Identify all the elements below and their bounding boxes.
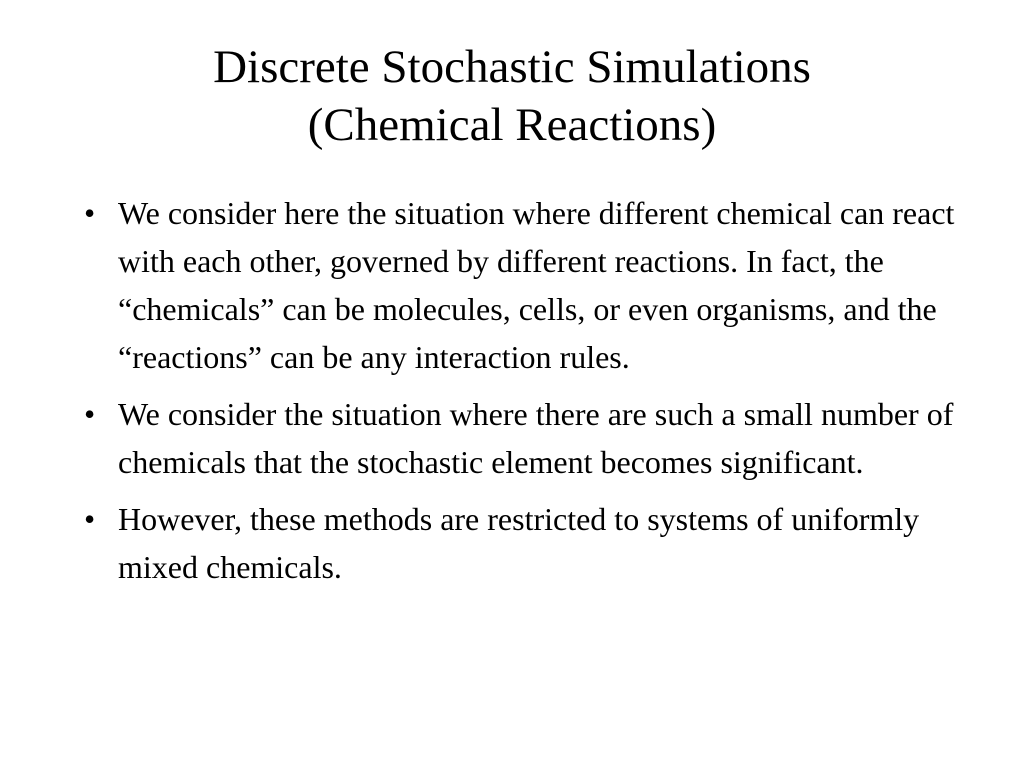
- bullet-icon: •: [84, 396, 96, 432]
- bullet-item: [80, 390, 960, 486]
- bullet-icon: •: [84, 501, 96, 537]
- bullet-text: However, these methods are restricted to systems of uniformly mixed chemicals.: [118, 501, 920, 585]
- bullet-text: We consider here the situation where different chemical can react with each other, governed by different reactions. In fact, the “chemicals” can be molecules, cells, or even organisms, and the “reactions” can be any interaction rules.: [118, 195, 955, 375]
- bullet-list: [80, 189, 960, 600]
- bullet-item: [80, 495, 960, 591]
- slide-title-line-1: Discrete Stochastic Simulations: [213, 41, 811, 93]
- slide-title-line-2: (Chemical Reactions): [307, 99, 717, 151]
- bullet-text: We consider the situation where there are such a small number of chemicals that the stochastic element becomes significant.: [118, 396, 954, 480]
- bullet-item: [80, 189, 960, 381]
- bullet-icon: •: [84, 195, 96, 231]
- slide-title: [0, 38, 1024, 154]
